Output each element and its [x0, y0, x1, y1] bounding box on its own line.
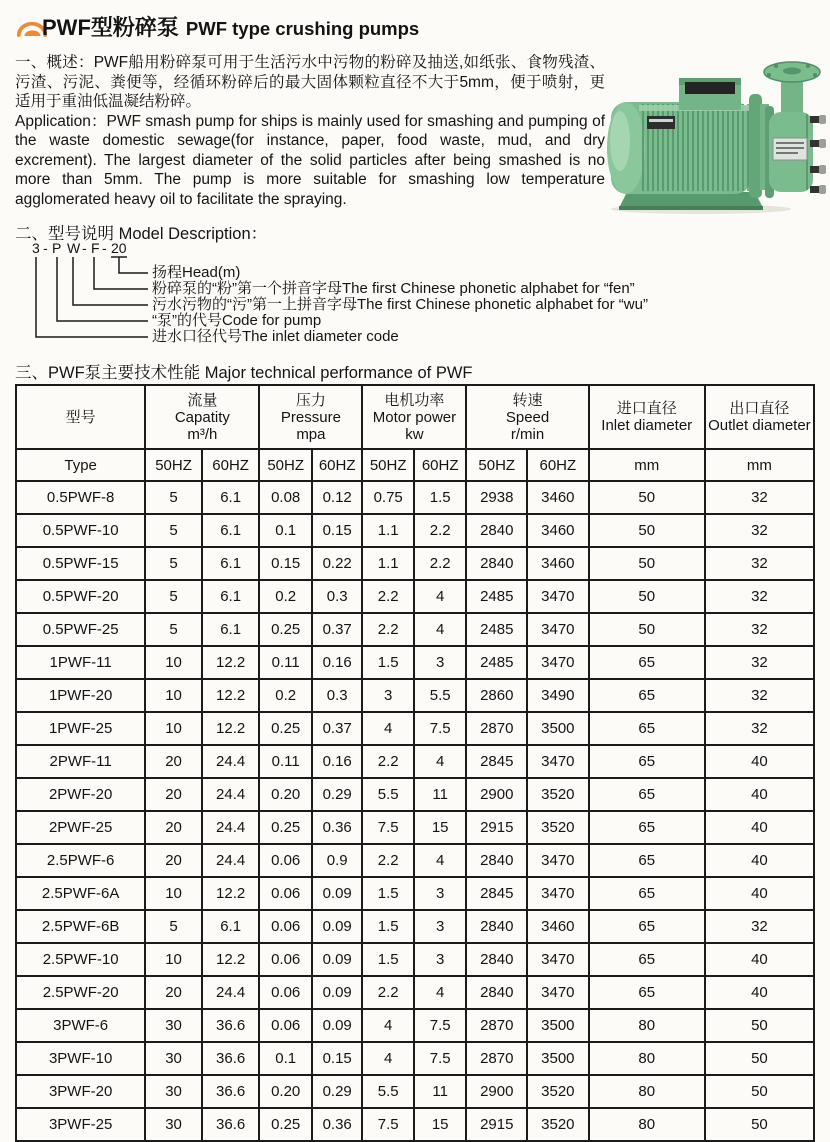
- spec-value-cell: 3470: [527, 877, 589, 910]
- spec-value-cell: 80: [589, 1042, 705, 1075]
- spec-value-cell: 50: [589, 547, 705, 580]
- spec-value-cell: 2485: [466, 613, 527, 646]
- page-title-en: PWF type crushing pumps: [185, 18, 420, 39]
- spec-value-cell: 0.11: [259, 646, 312, 679]
- model-code-cell: 1PWF-11: [16, 646, 145, 679]
- spec-value-cell: 40: [705, 778, 814, 811]
- subheader-type: Type: [16, 449, 145, 481]
- spec-value-cell: 7.5: [414, 712, 467, 745]
- model-code-segment: -: [82, 240, 87, 256]
- spec-value-cell: 20: [145, 811, 202, 844]
- spec-value-cell: 2840: [466, 844, 527, 877]
- overview-text-en: Application：PWF smash pump for ships is mainly used for smashing and pumping of the waste domestic sewage(for instance, paper, food waste, mud, and dry excrement). The largest diameter of the solid particles after being smashed is no more than 5mm. The pump is more suitable for smashing low temperature agglomerated heavy oil to facilitate the spraying.: [15, 112, 605, 208]
- model-code-cell: 2.5PWF-6A: [16, 877, 145, 910]
- model-code-segment: P: [52, 240, 62, 256]
- spec-value-cell: 32: [705, 613, 814, 646]
- spec-value-cell: 3470: [527, 613, 589, 646]
- spec-value-cell: 0.09: [312, 976, 363, 1009]
- spec-value-cell: 12.2: [202, 712, 260, 745]
- spec-value-cell: 3: [414, 877, 467, 910]
- column-header-inlet-diameter: 进口直径 Inlet diameter: [589, 385, 705, 449]
- spec-value-cell: 6.1: [202, 613, 260, 646]
- model-code-diagram: [28, 240, 648, 354]
- spec-value-cell: 15: [414, 811, 467, 844]
- spec-value-cell: 1.5: [414, 481, 467, 514]
- model-code-cell: 2.5PWF-6: [16, 844, 145, 877]
- spec-value-cell: 36.6: [202, 1009, 260, 1042]
- spec-value-cell: 2860: [466, 679, 527, 712]
- spec-value-cell: 0.25: [259, 1108, 312, 1141]
- spec-value-cell: 10: [145, 877, 202, 910]
- table-row: [16, 547, 814, 580]
- spec-value-cell: 65: [589, 943, 705, 976]
- spec-value-cell: 65: [589, 646, 705, 679]
- model-code-cell: 0.5PWF-10: [16, 514, 145, 547]
- spec-value-cell: 3470: [527, 646, 589, 679]
- spec-value-cell: 6.1: [202, 481, 260, 514]
- diagram-label-fen: 粉碎泵的“粉”第一个拼音字母The first Chinese phonetic alphabet for “fen”: [152, 280, 635, 297]
- spec-value-cell: 32: [705, 514, 814, 547]
- spec-value-cell: 3: [362, 679, 414, 712]
- spec-value-cell: 2870: [466, 1042, 527, 1075]
- spec-value-cell: 0.15: [312, 514, 363, 547]
- spec-value-cell: 7.5: [362, 811, 414, 844]
- diagram-label-inlet-code: 进水口径代号The inlet diameter code: [152, 328, 399, 345]
- spec-value-cell: 65: [589, 844, 705, 877]
- spec-value-cell: 1.5: [362, 910, 414, 943]
- table-row: [16, 844, 814, 877]
- spec-value-cell: 3520: [527, 811, 589, 844]
- spec-value-cell: 11: [414, 1075, 467, 1108]
- spec-value-cell: 5: [145, 547, 202, 580]
- spec-value-cell: 4: [362, 712, 414, 745]
- spec-value-cell: 32: [705, 910, 814, 943]
- page-title: [42, 11, 419, 42]
- table-row: [16, 910, 814, 943]
- spec-value-cell: 2870: [466, 1009, 527, 1042]
- spec-value-cell: 0.36: [312, 811, 363, 844]
- spec-value-cell: 24.4: [202, 745, 260, 778]
- model-code-cell: 3PWF-10: [16, 1042, 145, 1075]
- spec-value-cell: 0.09: [312, 910, 363, 943]
- spec-value-cell: 10: [145, 943, 202, 976]
- model-code-cell: 3PWF-25: [16, 1108, 145, 1141]
- diagram-label-head: 扬程Head(m): [152, 264, 241, 281]
- spec-value-cell: 5: [145, 613, 202, 646]
- spec-value-cell: 40: [705, 844, 814, 877]
- spec-value-cell: 0.9: [312, 844, 363, 877]
- model-code-segment: -: [102, 240, 107, 256]
- spec-value-cell: 36.6: [202, 1042, 260, 1075]
- spec-value-cell: 5: [145, 910, 202, 943]
- spec-value-cell: 2840: [466, 514, 527, 547]
- model-code-cell: 0.5PWF-8: [16, 481, 145, 514]
- spec-value-cell: 0.09: [312, 877, 363, 910]
- spec-value-cell: 0.3: [312, 580, 363, 613]
- spec-value-cell: 10: [145, 712, 202, 745]
- model-code-segment: F: [91, 240, 100, 256]
- spec-value-cell: 3460: [527, 547, 589, 580]
- table-row: [16, 811, 814, 844]
- spec-value-cell: 0.16: [312, 745, 363, 778]
- model-code-cell: 0.5PWF-20: [16, 580, 145, 613]
- spec-value-cell: 50: [705, 1108, 814, 1141]
- spec-value-cell: 40: [705, 745, 814, 778]
- spec-value-cell: 4: [414, 745, 467, 778]
- spec-value-cell: 5.5: [362, 778, 414, 811]
- spec-value-cell: 50: [589, 514, 705, 547]
- model-code-cell: 3PWF-20: [16, 1075, 145, 1108]
- spec-value-cell: 4: [414, 844, 467, 877]
- spec-value-cell: 40: [705, 811, 814, 844]
- model-code-cell: 2PWF-20: [16, 778, 145, 811]
- spec-table: [15, 384, 815, 1142]
- spec-value-cell: 2840: [466, 910, 527, 943]
- spec-value-cell: 0.29: [312, 1075, 363, 1108]
- spec-value-cell: 50: [705, 1042, 814, 1075]
- spec-value-cell: 5: [145, 580, 202, 613]
- spec-value-cell: 1.1: [362, 514, 414, 547]
- spec-value-cell: 12.2: [202, 943, 260, 976]
- spec-value-cell: 3460: [527, 910, 589, 943]
- spec-value-cell: 6.1: [202, 580, 260, 613]
- spec-value-cell: 3470: [527, 745, 589, 778]
- spec-value-cell: 65: [589, 679, 705, 712]
- column-header-pressure: 压力 Pressure mpa: [259, 385, 362, 449]
- table-row: [16, 778, 814, 811]
- spec-value-cell: 7.5: [414, 1042, 467, 1075]
- spec-value-cell: 36.6: [202, 1075, 260, 1108]
- spec-value-cell: 50: [705, 1075, 814, 1108]
- spec-value-cell: 4: [414, 976, 467, 1009]
- spec-value-cell: 3520: [527, 1075, 589, 1108]
- spec-value-cell: 65: [589, 745, 705, 778]
- overview-text-zh: 一、概述：PWF船用粉碎泵可用于生活污水中污物的粉碎及抽送,如纸张、食物残渣、污渣、污泥、粪便等，经循环粉碎后的最大固体颗粒直径不大于5mm，便于喷射，更适用于重油低温凝结粉碎。: [15, 54, 605, 110]
- spec-value-cell: 3490: [527, 679, 589, 712]
- model-code-segment: -: [43, 240, 48, 256]
- table-row: [16, 1009, 814, 1042]
- spec-value-cell: 2485: [466, 646, 527, 679]
- spec-value-cell: 32: [705, 679, 814, 712]
- spec-value-cell: 0.20: [259, 1075, 312, 1108]
- spec-value-cell: 65: [589, 976, 705, 1009]
- table-row: [16, 712, 814, 745]
- model-code-cell: 1PWF-20: [16, 679, 145, 712]
- performance-table-title: 三、PWF泵主要技术性能 Major technical performance of PWF: [15, 364, 473, 382]
- spec-value-cell: 10: [145, 646, 202, 679]
- spec-value-cell: 2845: [466, 745, 527, 778]
- subheader-mm: mm: [589, 449, 705, 481]
- spec-value-cell: 0.09: [312, 1009, 363, 1042]
- spec-value-cell: 3460: [527, 514, 589, 547]
- spec-value-cell: 0.37: [312, 712, 363, 745]
- spec-value-cell: 24.4: [202, 778, 260, 811]
- spec-value-cell: 2.2: [362, 976, 414, 1009]
- spec-value-cell: 3460: [527, 481, 589, 514]
- spec-value-cell: 0.22: [312, 547, 363, 580]
- spec-value-cell: 5: [145, 514, 202, 547]
- spec-value-cell: 0.06: [259, 1009, 312, 1042]
- spec-value-cell: 6.1: [202, 514, 260, 547]
- column-header-capacity: 流量 Capatity m³/h: [145, 385, 259, 449]
- subheader-60hz: 60HZ: [312, 449, 363, 481]
- overview-paragraph: [15, 53, 605, 209]
- spec-value-cell: 3470: [527, 580, 589, 613]
- spec-value-cell: 50: [705, 1009, 814, 1042]
- spec-value-cell: 65: [589, 910, 705, 943]
- spec-value-cell: 12.2: [202, 679, 260, 712]
- spec-value-cell: 12.2: [202, 877, 260, 910]
- spec-value-cell: 2840: [466, 976, 527, 1009]
- model-code-cell: 2.5PWF-10: [16, 943, 145, 976]
- spec-value-cell: 2870: [466, 712, 527, 745]
- column-header-motor-power: 电机功率 Motor power kw: [362, 385, 466, 449]
- spec-value-cell: 65: [589, 811, 705, 844]
- model-code-cell: 1PWF-25: [16, 712, 145, 745]
- spec-value-cell: 0.09: [312, 943, 363, 976]
- spec-value-cell: 65: [589, 778, 705, 811]
- spec-value-cell: 2840: [466, 943, 527, 976]
- table-row: [16, 745, 814, 778]
- model-code-cell: 2.5PWF-20: [16, 976, 145, 1009]
- spec-value-cell: 10: [145, 679, 202, 712]
- spec-value-cell: 0.25: [259, 712, 312, 745]
- spec-value-cell: 20: [145, 745, 202, 778]
- spec-value-cell: 32: [705, 547, 814, 580]
- subheader-60hz: 60HZ: [527, 449, 589, 481]
- column-header-outlet-diameter: 出口直径 Outlet diameter: [705, 385, 814, 449]
- spec-value-cell: 0.29: [312, 778, 363, 811]
- table-row: [16, 877, 814, 910]
- spec-value-cell: 2.2: [362, 745, 414, 778]
- subheader-50hz: 50HZ: [362, 449, 414, 481]
- spec-value-cell: 65: [589, 712, 705, 745]
- spec-value-cell: 2485: [466, 580, 527, 613]
- spec-value-cell: 32: [705, 712, 814, 745]
- spec-value-cell: 6.1: [202, 910, 260, 943]
- subheader-50hz: 50HZ: [145, 449, 202, 481]
- spec-value-cell: 1.5: [362, 877, 414, 910]
- table-row: [16, 679, 814, 712]
- spec-value-cell: 2.2: [362, 580, 414, 613]
- column-header-model: 型号: [16, 385, 145, 449]
- spec-value-cell: 3470: [527, 844, 589, 877]
- spec-value-cell: 32: [705, 481, 814, 514]
- spec-value-cell: 30: [145, 1108, 202, 1141]
- model-code-segment: 3: [32, 240, 40, 256]
- spec-value-cell: 0.15: [312, 1042, 363, 1075]
- spec-value-cell: 2.2: [362, 844, 414, 877]
- spec-value-cell: 50: [589, 613, 705, 646]
- spec-value-cell: 2.2: [414, 547, 467, 580]
- table-row: [16, 976, 814, 1009]
- spec-value-cell: 32: [705, 646, 814, 679]
- model-code-cell: 2PWF-25: [16, 811, 145, 844]
- table-row: [16, 481, 814, 514]
- spec-value-cell: 2900: [466, 778, 527, 811]
- spec-value-cell: 3: [414, 943, 467, 976]
- spec-value-cell: 50: [589, 580, 705, 613]
- green-pump-photo: [599, 58, 829, 216]
- spec-value-cell: 65: [589, 877, 705, 910]
- spec-value-cell: 2.2: [414, 514, 467, 547]
- spec-value-cell: 36.6: [202, 1108, 260, 1141]
- spec-value-cell: 0.1: [259, 514, 312, 547]
- spec-value-cell: 50: [589, 481, 705, 514]
- spec-value-cell: 0.2: [259, 679, 312, 712]
- spec-value-cell: 3470: [527, 943, 589, 976]
- spec-value-cell: 3: [414, 910, 467, 943]
- spec-value-cell: 30: [145, 1009, 202, 1042]
- spec-value-cell: 80: [589, 1009, 705, 1042]
- spec-value-cell: 4: [362, 1042, 414, 1075]
- table-row: [16, 1075, 814, 1108]
- model-code-segment: 20: [111, 240, 127, 256]
- spec-value-cell: 0.3: [312, 679, 363, 712]
- spec-value-cell: 2900: [466, 1075, 527, 1108]
- spec-value-cell: 6.1: [202, 547, 260, 580]
- spec-value-cell: 7.5: [362, 1108, 414, 1141]
- spec-value-cell: 2845: [466, 877, 527, 910]
- spec-value-cell: 40: [705, 877, 814, 910]
- spec-table-body: [16, 481, 814, 1141]
- table-row: [16, 514, 814, 547]
- spec-value-cell: 3500: [527, 1042, 589, 1075]
- spec-value-cell: 2915: [466, 1108, 527, 1141]
- spec-value-cell: 0.08: [259, 481, 312, 514]
- spec-value-cell: 4: [414, 613, 467, 646]
- model-code-cell: 0.5PWF-25: [16, 613, 145, 646]
- spec-value-cell: 24.4: [202, 976, 260, 1009]
- diagram-label-pump-code: “泵”的代号Code for pump: [152, 312, 322, 329]
- spec-value-cell: 0.11: [259, 745, 312, 778]
- spec-value-cell: 11: [414, 778, 467, 811]
- model-code-segment: W: [67, 240, 81, 256]
- spec-value-cell: 3500: [527, 712, 589, 745]
- spec-value-cell: 40: [705, 976, 814, 1009]
- spec-value-cell: 1.1: [362, 547, 414, 580]
- spec-value-cell: 24.4: [202, 811, 260, 844]
- spec-value-cell: 2915: [466, 811, 527, 844]
- spec-value-cell: 30: [145, 1075, 202, 1108]
- spec-value-cell: 3520: [527, 778, 589, 811]
- spec-value-cell: 2840: [466, 547, 527, 580]
- spec-value-cell: 0.12: [312, 481, 363, 514]
- spec-value-cell: 0.2: [259, 580, 312, 613]
- spec-value-cell: 0.15: [259, 547, 312, 580]
- spec-value-cell: 0.06: [259, 844, 312, 877]
- diagram-label-wu: 污水污物的“污”第一上拼音字母The first Chinese phonetic alphabet for “wu”: [152, 296, 648, 313]
- table-row: [16, 580, 814, 613]
- subheader-50hz: 50HZ: [466, 449, 527, 481]
- spec-value-cell: 15: [414, 1108, 467, 1141]
- spec-value-cell: 3470: [527, 976, 589, 1009]
- column-header-speed: 转速 Speed r/min: [466, 385, 588, 449]
- subheader-60hz: 60HZ: [202, 449, 260, 481]
- subheader-50hz: 50HZ: [259, 449, 312, 481]
- spec-value-cell: 80: [589, 1108, 705, 1141]
- model-code-cell: 0.5PWF-15: [16, 547, 145, 580]
- spec-value-cell: 20: [145, 976, 202, 1009]
- spec-value-cell: 3: [414, 646, 467, 679]
- spec-value-cell: 0.36: [312, 1108, 363, 1141]
- spec-value-cell: 1.5: [362, 943, 414, 976]
- model-description-title: 二、型号说明 Model Description：: [15, 225, 268, 243]
- spec-value-cell: 1.5: [362, 646, 414, 679]
- subheader-mm: mm: [705, 449, 814, 481]
- model-code-cell: 2.5PWF-6B: [16, 910, 145, 943]
- subheader-60hz: 60HZ: [414, 449, 467, 481]
- spec-value-cell: 4: [414, 580, 467, 613]
- table-row: [16, 1108, 814, 1141]
- spec-value-cell: 3520: [527, 1108, 589, 1141]
- spec-value-cell: 0.06: [259, 943, 312, 976]
- spec-value-cell: 0.06: [259, 877, 312, 910]
- spec-value-cell: 80: [589, 1075, 705, 1108]
- spec-value-cell: 0.1: [259, 1042, 312, 1075]
- spec-value-cell: 0.20: [259, 778, 312, 811]
- page-title-zh: PWF型粉碎泵: [42, 15, 179, 40]
- spec-value-cell: 0.37: [312, 613, 363, 646]
- spec-value-cell: 7.5: [414, 1009, 467, 1042]
- spec-value-cell: 2.2: [362, 613, 414, 646]
- spec-value-cell: 30: [145, 1042, 202, 1075]
- spec-value-cell: 0.25: [259, 811, 312, 844]
- spec-value-cell: 20: [145, 844, 202, 877]
- table-row: [16, 943, 814, 976]
- spec-value-cell: 0.16: [312, 646, 363, 679]
- model-code-cell: 3PWF-6: [16, 1009, 145, 1042]
- model-code-cell: 2PWF-11: [16, 745, 145, 778]
- spec-value-cell: 0.25: [259, 613, 312, 646]
- spec-value-cell: 24.4: [202, 844, 260, 877]
- spec-value-cell: 12.2: [202, 646, 260, 679]
- table-row: [16, 613, 814, 646]
- table-row: [16, 646, 814, 679]
- spec-value-cell: 5: [145, 481, 202, 514]
- spec-value-cell: 0.06: [259, 976, 312, 1009]
- spec-value-cell: 20: [145, 778, 202, 811]
- spec-value-cell: 0.06: [259, 910, 312, 943]
- spec-value-cell: 5.5: [362, 1075, 414, 1108]
- spec-value-cell: 2938: [466, 481, 527, 514]
- spec-value-cell: 32: [705, 580, 814, 613]
- spec-value-cell: 5.5: [414, 679, 467, 712]
- spec-value-cell: 40: [705, 943, 814, 976]
- spec-value-cell: 4: [362, 1009, 414, 1042]
- table-row: [16, 1042, 814, 1075]
- spec-value-cell: 0.75: [362, 481, 414, 514]
- spec-value-cell: 3500: [527, 1009, 589, 1042]
